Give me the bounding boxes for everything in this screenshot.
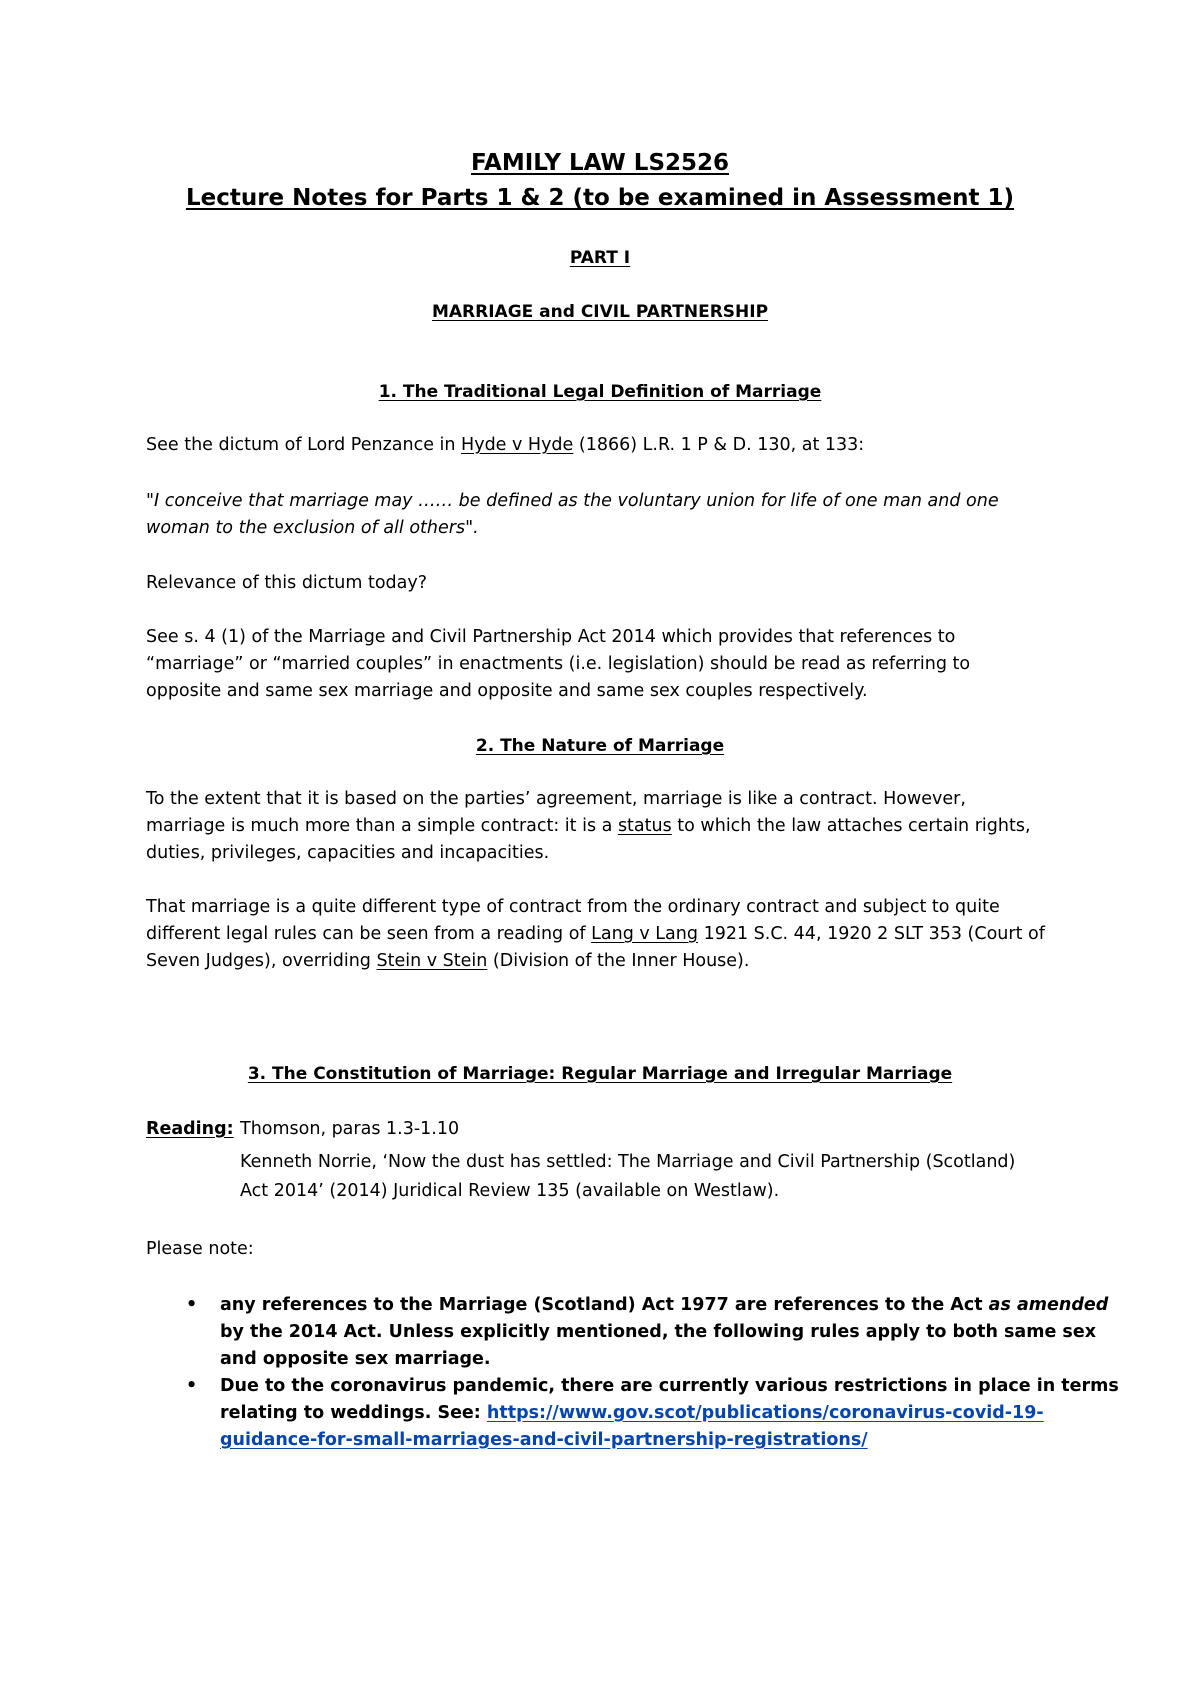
please-note: Please note: bbox=[146, 1239, 254, 1259]
nature-para2-line2 bbox=[146, 921, 1076, 948]
nature-para2-line1: That marriage is a quite different type of contract from the ordinary contract and subject to quite bbox=[146, 897, 1000, 917]
reading-label: Reading: bbox=[146, 1119, 234, 1139]
nature-para1-line2-before: marriage is much more than a simple contract: it is a bbox=[146, 816, 618, 836]
nature-para1-line1: To the extent that it is based on the parties’ agreement, marriage is like a contract. However, bbox=[146, 789, 966, 809]
topic-heading: MARRIAGE and CIVIL PARTNERSHIP bbox=[431, 302, 769, 322]
relevance-question: Relevance of this dictum today? bbox=[146, 573, 428, 593]
nature-para2-line3 bbox=[146, 948, 1076, 975]
guidance-link-part1[interactable]: https://www.gov.scot/publications/coronavirus-covid-19- bbox=[486, 1403, 1044, 1423]
nature-para1-line2 bbox=[146, 813, 1076, 840]
case-hyde-v-hyde: Hyde v Hyde bbox=[461, 435, 574, 455]
bullet-1-italic: as amended bbox=[988, 1295, 1109, 1315]
nature-para2-line2-before: different legal rules can be seen from a reading of bbox=[146, 924, 592, 944]
nature-para2-line3-before: Seven Judges), overriding bbox=[146, 951, 377, 971]
case-stein-v-stein: Stein v Stein bbox=[376, 951, 488, 971]
reading-item-thomson: Thomson, paras 1.3-1.10 bbox=[240, 1119, 460, 1139]
note-bullet-1 bbox=[146, 1292, 1109, 1373]
reading-list bbox=[240, 1115, 1070, 1206]
bullet-1-line1 bbox=[220, 1292, 1109, 1319]
lecture-subtitle: Lecture Notes for Parts 1 & 2 (to be examined in Assessment 1) bbox=[185, 185, 1015, 211]
section1-heading: 1. The Traditional Legal Definition of Marriage bbox=[378, 382, 822, 402]
bullet-1-line1-before: any references to the Marriage (Scotland) Act 1977 are references to the Act bbox=[220, 1295, 989, 1315]
dictum-intro-before: See the dictum of Lord Penzance in bbox=[146, 435, 462, 455]
case-lang-v-lang: Lang v Lang bbox=[591, 924, 698, 944]
nature-para2-line3-after: (Division of the Inner House). bbox=[487, 951, 750, 971]
guidance-link-part2[interactable]: guidance-for-small-marriages-and-civil-partnership-registrations/ bbox=[220, 1430, 868, 1450]
note-bullet-2 bbox=[146, 1373, 1119, 1454]
nature-para1-line3: duties, privileges, capacities and incapacities. bbox=[146, 843, 550, 863]
bullet-2-line3 bbox=[220, 1427, 1080, 1454]
dictum-intro-after: (1866) L.R. 1 P & D. 130, at 133: bbox=[573, 435, 865, 455]
bullet-2-line1: Due to the coronavirus pandemic, there are currently various restrictions in place in terms bbox=[220, 1376, 1119, 1396]
part-heading: PART I bbox=[569, 248, 631, 268]
quote-line-2: woman to the exclusion of all others". bbox=[146, 518, 479, 538]
section2-heading: 2. The Nature of Marriage bbox=[475, 736, 725, 756]
nature-para2-line2-after: 1921 S.C. 44, 1920 2 SLT 353 (Court of bbox=[698, 924, 1045, 944]
bullet-1-text bbox=[220, 1292, 1109, 1373]
bullet-2-text bbox=[220, 1373, 1119, 1454]
act-line-1: See s. 4 (1) of the Marriage and Civil Partnership Act 2014 which provides that references to bbox=[146, 627, 956, 647]
act-line-2: “marriage” or “married couples” in enactments (i.e. legislation) should be read as referring to bbox=[146, 654, 971, 674]
act-line-3: opposite and same sex marriage and opposite and same sex couples respectively. bbox=[146, 681, 868, 701]
bullet-dot: • bbox=[186, 1376, 198, 1396]
bullet-2-line2-before: relating to weddings. See: bbox=[220, 1403, 487, 1423]
course-title: FAMILY LAW LS2526 bbox=[470, 150, 730, 176]
bullet-dot: • bbox=[186, 1295, 198, 1315]
bullet-1-line3: and opposite sex marriage. bbox=[220, 1349, 491, 1369]
section3-heading: 3. The Constitution of Marriage: Regular Marriage and Irregular Marriage bbox=[247, 1064, 953, 1084]
bullet-2-line2 bbox=[220, 1400, 1080, 1427]
reading-item-norrie-line1: Kenneth Norrie, ‘Now the dust has settled: The Marriage and Civil Partnership (Scotland) bbox=[240, 1152, 1016, 1172]
reading-item-norrie-line2: Act 2014’ (2014) Juridical Review 135 (available on Westlaw). bbox=[240, 1181, 780, 1201]
dictum-intro bbox=[146, 432, 1076, 459]
quote-line-1: "I conceive that marriage may …… be defined as the voluntary union for life of one man and one bbox=[146, 491, 999, 511]
nature-para1-line2-after: to which the law attaches certain rights, bbox=[671, 816, 1031, 836]
status-term: status bbox=[617, 816, 672, 836]
bullet-1-line2: by the 2014 Act. Unless explicitly mentioned, the following rules apply to both same sex bbox=[220, 1322, 1097, 1342]
